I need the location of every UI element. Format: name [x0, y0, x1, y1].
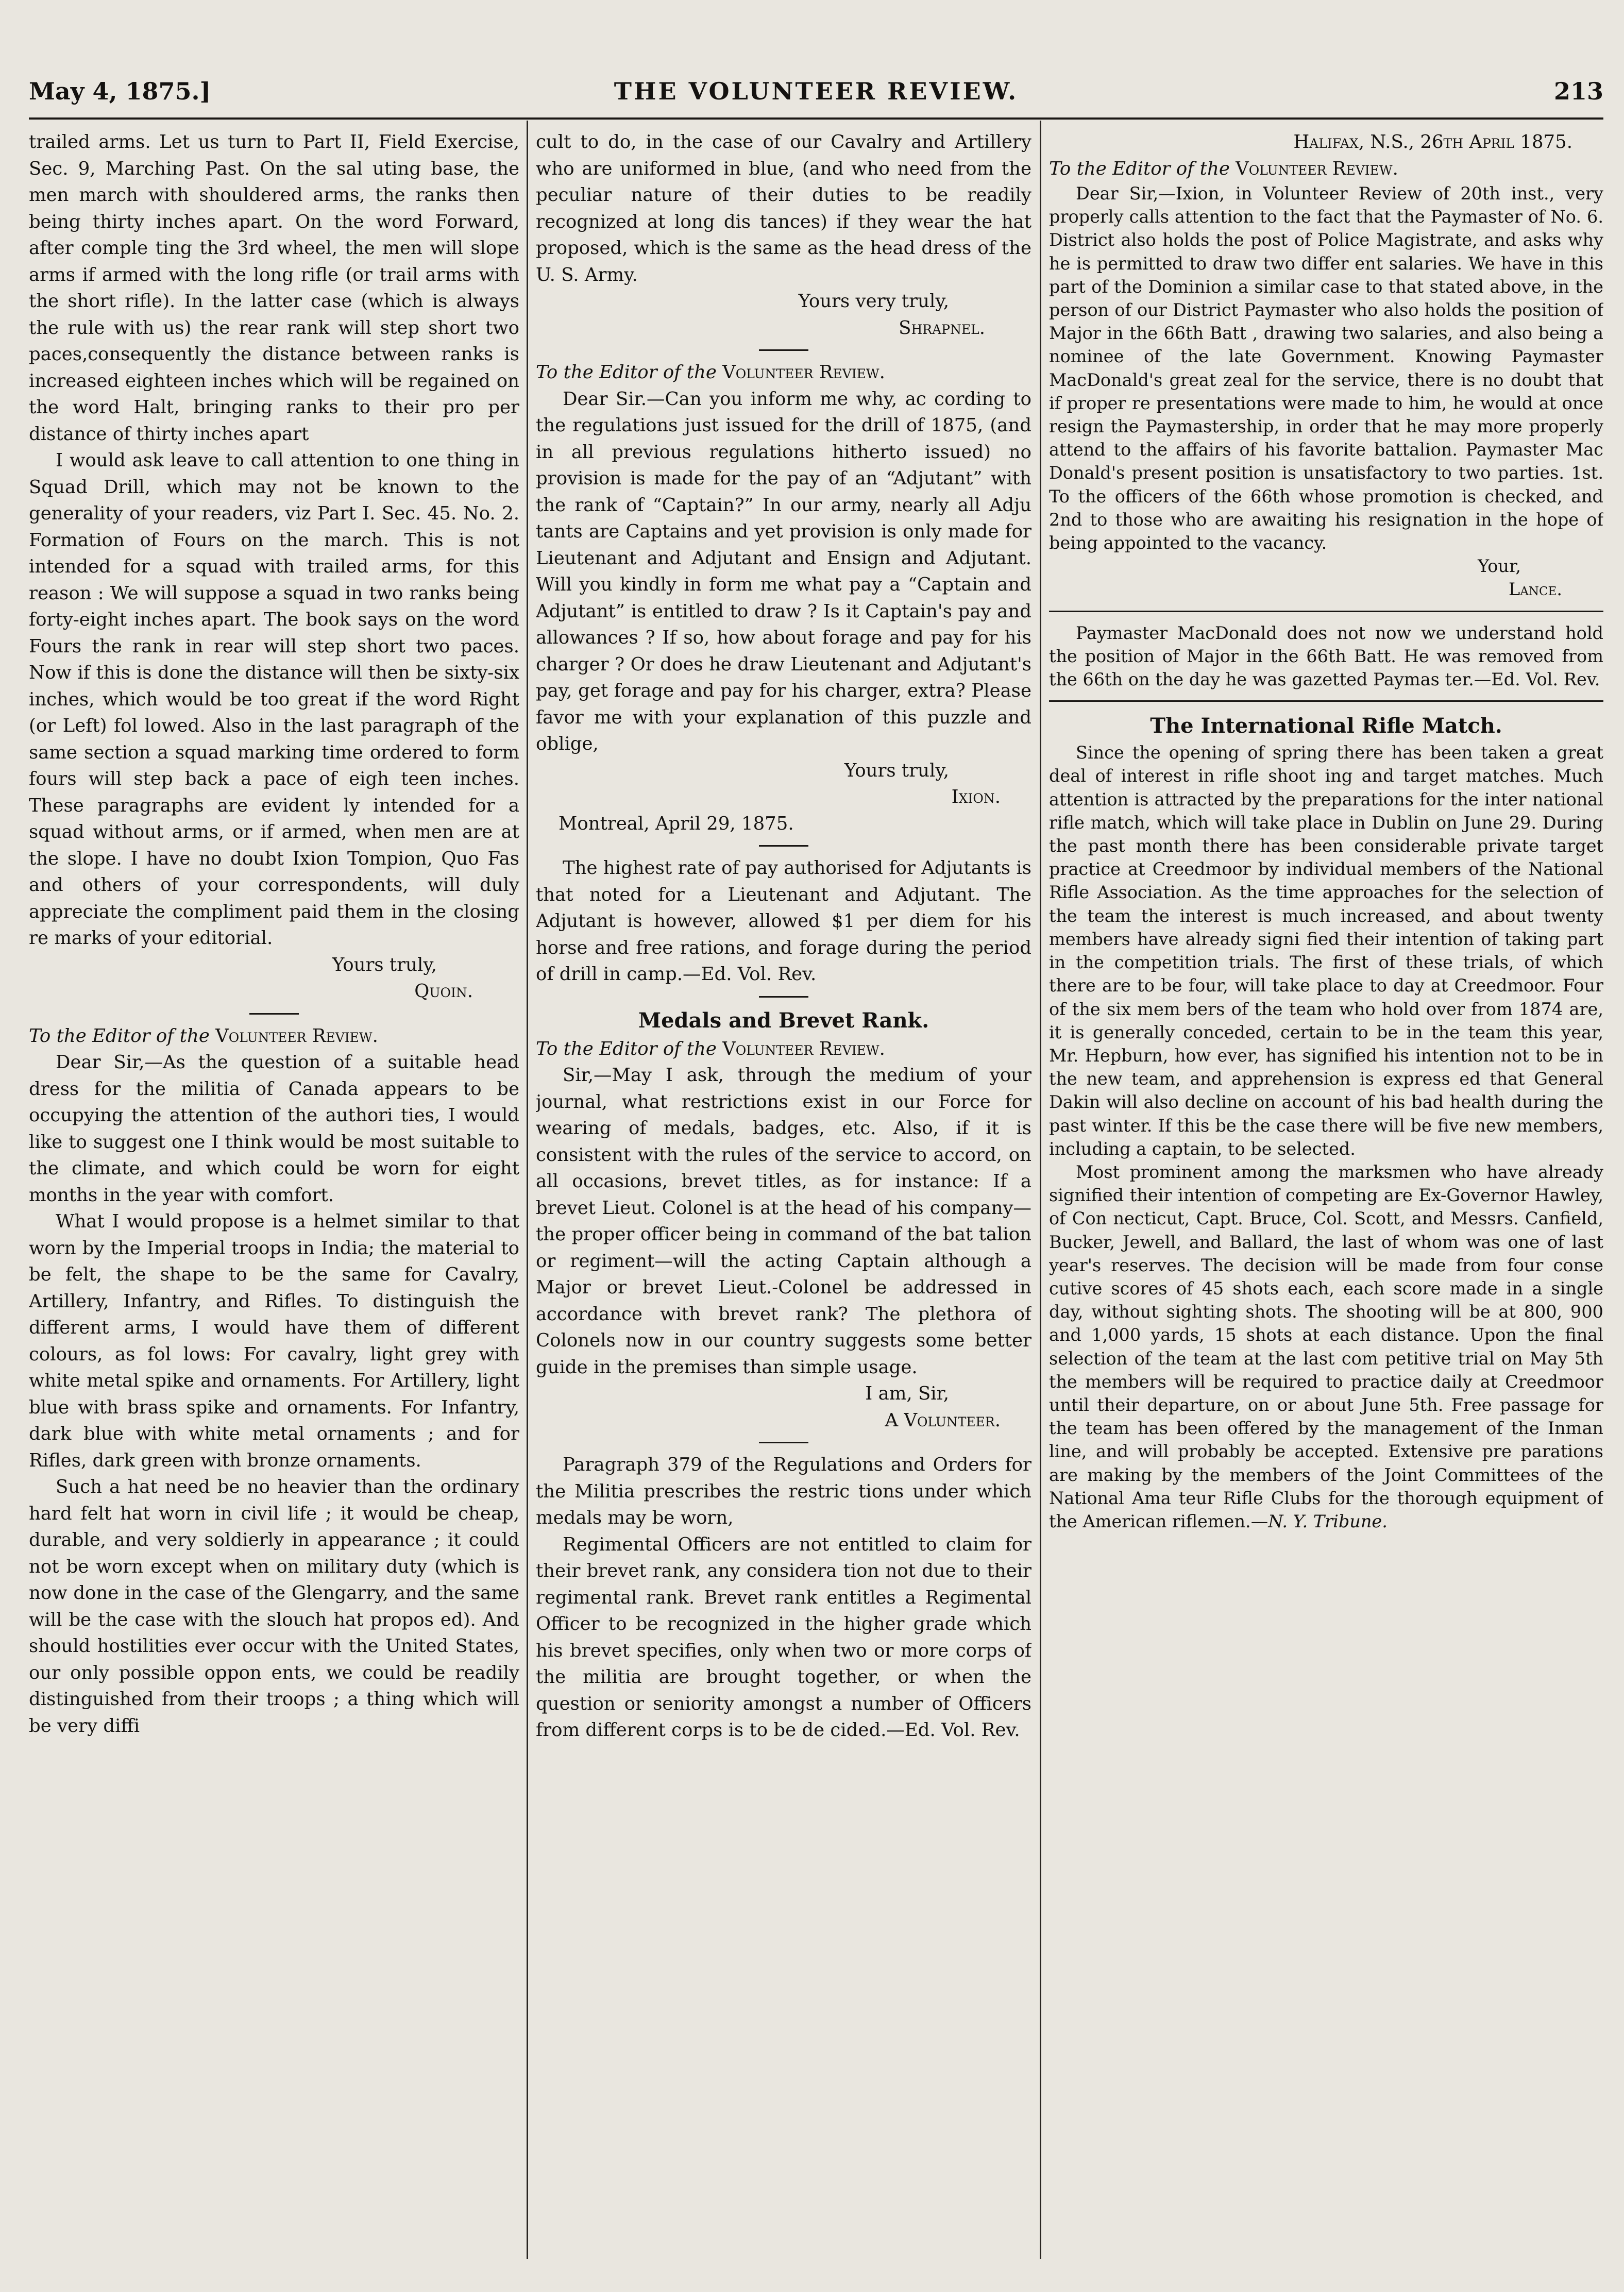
- editor-reply-paragraph-2: Regimental Officers are not entitled to claim for their brevet rank, any considera tion not due to their regimental rank. Brevet rank entitles a Regimental Officer to be recognized in the higher grade which his brevet specifies, only when two or more corps of the militia are brought together, or when the question or seniority amongst a number of Officers from different corps is to be de cided.—Ed. Vol. Rev.: [536, 1533, 1031, 1741]
- letter-ixion-signature: Ixion.: [951, 786, 1001, 807]
- address-publication: Volunteer Review.: [722, 1038, 885, 1059]
- separator-rule: [1049, 700, 1603, 702]
- letter-shrapnel-paragraph-1: Dear Sir,—As the question of a suitable head dress for the militia of Canada appears to be occupying the attention of the authori ties, I would like to suggest one I think would be most suitable to the climate, and which could be worn for eight months in the year with comfort.: [29, 1052, 519, 1206]
- column-rule-2: [1040, 121, 1041, 2259]
- page-number: 213: [1553, 77, 1603, 105]
- letter-shrapnel-address: [29, 1023, 519, 1050]
- letter-lance-paragraph: Dear Sir,—Ixion, in Volunteer Review of 20th inst., very properly calls attention to the fact that the Paymaster of No. 6. District also holds the post of Police Magistrate, and asks why he is permitted to draw two differ ent salaries. We have in this part of the Dominion a similar case to that stated above, in the person of our District Paymaster who also holds the position of Major in the 66th Batt , drawing two salaries, and also being a nominee of the late Government. Knowing Paymaster MacDonald's great zeal for the service, there is no doubt that if proper re presentations were made to him, he would at once resign the Paymastership, in order that he may more properly attend to the affairs of his favorite battalion. Paymaster Mac Donald's present position is unsatisfactory to two parties. 1st. To the officers of the 66th whose promotion is checked, and 2nd to those who are awaiting his resignation in the hope of being appointed to the vacancy.: [1049, 183, 1603, 553]
- address-italic: To the Editor of the: [536, 362, 717, 383]
- letter-shrapnel-closing: Yours very truly,: [798, 291, 949, 312]
- issue-date: May 4, 1875.]: [29, 77, 211, 105]
- letter-volunteer-signature: A Volunteer.: [885, 1409, 1001, 1431]
- letter-ixion-paragraph: Dear Sir.—Can you inform me why, ac cording to the regulations just issued for the drill of 1875, (and in all previous regulations hitherto issued) no provision is made for the pay of an “Adjutant” with the rank of “Captain?” In our army, nearly all Adju tants are Captains and yet provision is only made for Lieutenant and Adjutant and Ensign and Adjutant. Will you kindly in form me what pay a “Captain and Adjutant” is entitled to draw ? Is it Captain's pay and allowances ? If so, how about forage and pay for his charger ? Or does he draw Lieutenant and Adjutant's pay, get forage and pay for his charger, extra? Please favor me with your explanation of this puzzle and oblige,: [536, 388, 1031, 754]
- letter-shrapnel-paragraph-2: What I would propose is a helmet similar to that worn by the Imperial troops in India; the material to be felt, the shape to be the same for Cavalry, Artillery, Infantry, and Rifles. To distinguish the different arms, I would have them of different colours, as fol lows: For cavalry, light grey with white metal spike and ornaments. For Artillery, light blue with brass spike and ornaments. For Infantry, dark blue with white metal ornaments ; and for Rifles, dark green with bronze ornaments.: [29, 1211, 519, 1471]
- section-title-medals: Medals and Brevet Rank.: [638, 1008, 929, 1033]
- separator-rule: [249, 1013, 299, 1015]
- address-italic: To the Editor of the: [29, 1025, 210, 1047]
- letter-ixion-closing: Yours truly,: [844, 760, 949, 781]
- address-italic: To the Editor of the: [536, 1038, 717, 1059]
- letter-quoin-paragraph-1: trailed arms. Let us turn to Part II, Field Exercise, Sec. 9, Marching Past. On the sal uting base, the men march with shouldered arms, the ranks then being thirty inches apart. On the word Forward, after comple ting the 3rd wheel, the men will slope arms if armed with the long rifle (or trail arms with the short rifle). In the latter case (which is always the rule with us) the rear rank will step short two paces,consequently the distance between ranks is increased eighteen inches which will be regained on the word Halt, bringing ranks to their pro per distance of thirty inches apart: [29, 131, 519, 445]
- letter-ixion-address: [536, 359, 1031, 386]
- column-1: [29, 129, 519, 2259]
- letter-lance-signature: Lance.: [1508, 579, 1562, 600]
- letter-ixion-dateline: Montreal, April 29, 1875.: [559, 813, 794, 834]
- letter-quoin-paragraph-2: I would ask leave to call attention to one thing in Squad Drill, which may not be known to the generality of your readers, viz Part I. Sec. 45. No. 2. Formation of Fours on the march. This is not intended for a squad with trailed arms, for this reason : We will suppose a squad in two ranks being forty-eight inches apart. The book says on the word Fours the rank in rear will step short two paces. Now if this is done the distance will then be sixty-six inches, which would be too great if the word Right (or Left) fol lowed. Also in the last paragraph of the same section a squad marking time ordered to form fours will step back a pace of eigh teen inches. These paragraphs are evident ly intended for a squad without arms, or if armed, when men are at the slope. I have no doubt Ixion Tompion, Quo Fas and others of your correspondents, will duly appreciate the compliment paid them in the closing re marks of your editorial.: [29, 450, 519, 949]
- letter-lance-dateline: Halifax, N.S., 26th April 1875.: [1293, 131, 1572, 153]
- letter-quoin-signature: Quoin.: [414, 981, 473, 1002]
- column-2: [536, 129, 1031, 2259]
- letter-lance-closing: Your,: [1478, 556, 1521, 577]
- letter-lance-address: [1049, 156, 1603, 182]
- running-head: [29, 77, 1603, 124]
- letter-volunteer-closing: I am, Sir,: [865, 1383, 949, 1404]
- section-title-rifle-match: The International Rifle Match.: [1150, 714, 1502, 738]
- letter-quoin-closing: Yours truly,: [332, 954, 437, 975]
- publication-title: THE VOLUNTEER REVIEW.: [614, 77, 1019, 105]
- letter-shrapnel-paragraph-3: Such a hat need be no heavier than the ordinary hard felt hat worn in civil life ; it would be cheap, durable, and very soldierly in appearance ; it could not be worn except when on military duty (which is now done in the case of the Glengarry, and the same will be the case with the slouch hat propos ed). And should hostilities ever occur with the United States, our only possible oppon ents, we could be readily distinguished from their troops ; a thing which will be very diffi: [29, 1476, 519, 1737]
- separator-rule: [759, 1442, 808, 1443]
- address-publication: Volunteer Review.: [215, 1025, 378, 1047]
- separator-rule: [1049, 611, 1603, 612]
- address-publication: Volunteer Review.: [722, 362, 885, 383]
- address-publication: Volunteer Review.: [1236, 158, 1398, 179]
- separator-rule: [759, 349, 808, 351]
- rifle-match-paragraph-1: Since the opening of spring there has been taken a great deal of interest in rifle shoot ing and target matches. Much attention is attracted by the preparations for the inter national rifle match, which will take place in Dublin on June 29. During the past month there has been considerable private target practice at Creedmoor by individual members of the National Rifle Association. As the time approaches for the selection of the team the interest is much increased, and about twenty members have already signi fied their intention of taking part in the competition trials. The first of these trials, of which there are to be four, will take place to day at Creedmoor. Four of the six mem bers of the team who hold over from 1874 are, it is generally conceded, certain to be in the team this year, Mr. Hepburn, how ever, has signified his intention not to be in the new team, and apprehension is express ed that General Dakin will also decline on account of his bad health during the past winter. If this be the case there will be five new members, including a captain, to be selected.: [1049, 743, 1603, 1159]
- letter-volunteer-address: [536, 1036, 1031, 1063]
- editor-note-adjutant: The highest rate of pay authorised for Adjutants is that noted for a Lieutenant and Adjutant. The Adjutant is however, allowed $1 per diem for his horse and free rations, and forage during the period of drill in camp.—Ed. Vol. Rev.: [536, 857, 1031, 985]
- letter-shrapnel-paragraph-4: cult to do, in the case of our Cavalry and Artillery who are uniformed in blue, (and who need from the peculiar nature of their duties to be readily recognized at long dis tances) if they wear the hat proposed, which is the same as the head dress of the U. S. Army.: [536, 131, 1031, 285]
- editor-note-paymaster: Paymaster MacDonald does not now we understand hold the position of Major in the 66th Batt. He was removed from the 66th on the day he was gazetted Paymas ter.—Ed. Vol. Rev.: [1049, 622, 1603, 690]
- address-italic: To the Editor of the: [1049, 158, 1230, 179]
- editor-reply-paragraph-1: Paragraph 379 of the Regulations and Orders for the Militia prescribes the restric tions under which medals may be worn,: [536, 1454, 1031, 1528]
- column-rule-1: [527, 121, 528, 2259]
- header-rule: [29, 117, 1603, 120]
- separator-rule: [759, 996, 808, 998]
- rifle-match-paragraph-2: [1049, 1160, 1603, 1533]
- article-source: N. Y. Tribune.: [1268, 1511, 1388, 1531]
- column-3: [1049, 129, 1603, 2259]
- letter-volunteer-paragraph: Sir,—May I ask, through the medium of your journal, what restrictions exist in our Force for wearing of medals, badges, etc. Also, if it is consistent with the rules of the service to accord, on all occasions, brevet titles, as for instance: If a brevet Lieut. Colonel is at the head of his company—the proper officer being in command of the bat talion or regiment—will the acting Captain although a Major or brevet Lieut.-Colonel be addressed in accordance with brevet rank? The plethora of Colonels now in our country suggests some better guide in the premises than simple usage.: [536, 1065, 1031, 1378]
- letter-shrapnel-signature: Shrapnel.: [899, 317, 985, 339]
- rifle-match-paragraph-2-text: Most prominent among the marksmen who have already signified their intention of competing are Ex-Governor Hawley, of Con necticut, Capt. Bruce, Col. Scott, and Messrs. Canfield, Bucker, Jewell, and Ballard, the last of whom was one of last year's reserves. The decision will be made from four conse cutive scores of 45 shots each, each score made in a single day, without sighting shots. The shooting will be at 800, 900 and 1,000 yards, 15 shots at each distance. Upon the final selection of the team at the last com petitive trial on May 5th the members will be required to practice daily at Creedmoor until their departure, on or about June 5th. Free passage for the team has been offered by the management of the Inman line, and will probably be accepted. Extensive pre parations are making by the members of the Joint Committees of the National Ama teur Rifle Clubs for the thorough equipment of the American riflemen.—: [1049, 1161, 1603, 1531]
- separator-rule: [759, 845, 808, 847]
